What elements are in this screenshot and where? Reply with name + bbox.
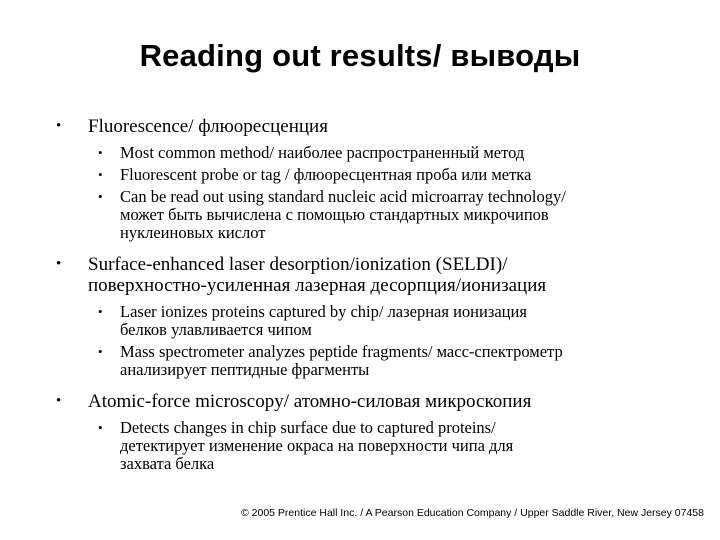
list-item-text: Fluorescence/ флюоресценция: [88, 116, 328, 137]
list-item-seldi: [56, 254, 706, 379]
bullet-icon: •: [98, 189, 103, 204]
sublist-item-text: Fluorescent probe or tag / флюоресцентная проба или метка: [120, 165, 532, 184]
sublist: [88, 144, 706, 242]
sublist-item: [88, 303, 706, 339]
sublist-item: [88, 419, 706, 473]
bullet-icon: •: [98, 145, 103, 160]
sublist-item-text: Laser ionizes proteins captured by chip/ лазерная ионизация: [120, 302, 527, 321]
copyright-footer: © 2005 Prentice Hall Inc. / A Pearson Education Company / Upper Saddle River, New Jersey 07458: [241, 507, 704, 519]
sublist-item-text: может быть вычислена с помощью стандартных микрочипов: [120, 205, 549, 224]
sublist-item: [88, 188, 706, 242]
sublist-item-text: белков улавливается чипом: [120, 320, 312, 339]
sublist-item: [88, 144, 706, 162]
bullet-icon: •: [56, 256, 62, 272]
sublist: [88, 303, 706, 379]
list-item-afm: [56, 391, 706, 473]
list-item-text: поверхностно-усиленная лазерная десорпция/ионизация: [88, 275, 547, 296]
sublist-item-text: детектирует изменение окраса на поверхности чипа для: [120, 436, 514, 455]
list-item-text: Atomic-force microscopy/ атомно-силовая микроскопия: [88, 391, 532, 412]
bullet-icon: •: [98, 167, 103, 182]
sublist-item-text: Detects changes in chip surface due to captured proteins/: [120, 418, 496, 437]
sublist-item-text: нуклеиновых кислот: [120, 223, 266, 242]
sublist-item-text: анализирует пептидные фрагменты: [120, 360, 370, 379]
list-item-text: Surface-enhanced laser desorption/ionization (SELDI)/: [88, 254, 508, 275]
sublist-item: [88, 343, 706, 379]
slide-title: Reading out results/ выводы: [139, 38, 581, 73]
sublist-item-text: Mass spectrometer analyzes peptide fragments/ масс-спектрометр: [120, 342, 563, 361]
sublist-item-text: захвата белка: [120, 454, 215, 473]
bullet-icon: •: [98, 304, 103, 319]
bullet-icon: •: [56, 118, 62, 134]
sublist-item-text: Most common method/ наиболее распространенный метод: [120, 143, 525, 162]
bullet-icon: •: [56, 393, 62, 409]
bullet-list: [56, 116, 706, 481]
sublist-item: [88, 166, 706, 184]
list-item-fluorescence: [56, 116, 706, 242]
bullet-icon: •: [98, 344, 103, 359]
sublist-item-text: Can be read out using standard nucleic acid microarray technology/: [120, 187, 566, 206]
sublist: [88, 419, 706, 473]
bullet-icon: •: [98, 420, 103, 435]
